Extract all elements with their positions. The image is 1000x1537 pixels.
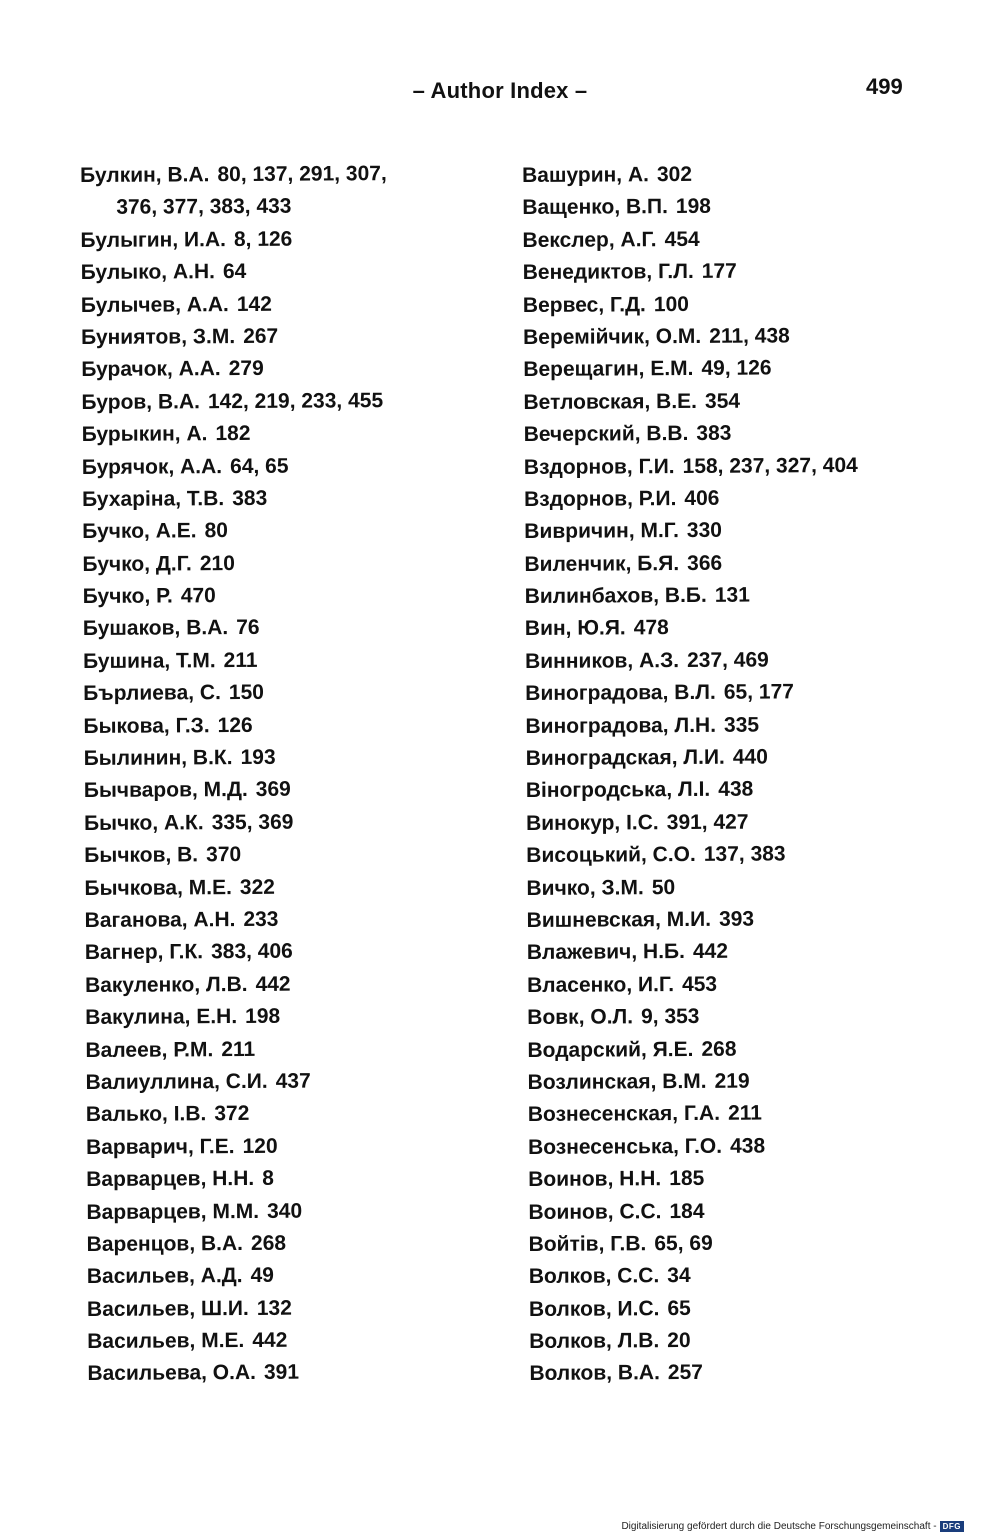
page-references: 211, 438 <box>709 324 790 348</box>
author-name: Бучко, Д.Г. <box>82 552 192 576</box>
page-references: 268 <box>701 1037 737 1061</box>
author-name: Ващенко, В.П. <box>522 195 668 220</box>
author-name: Валиуллина, С.И. <box>85 1069 268 1094</box>
index-entry <box>86 1064 506 1099</box>
author-name: Васильев, Ш.И. <box>86 1296 249 1321</box>
index-entry <box>87 1356 507 1391</box>
page-references: 8, 126 <box>233 227 293 251</box>
index-entry <box>80 222 500 257</box>
page-references: 302 <box>656 162 693 187</box>
page-references: 137, 383 <box>703 842 786 867</box>
author-name: Вагнер, Г.К. <box>84 940 204 965</box>
page-references: 80, 137, 291, 307, <box>217 162 387 187</box>
index-entry <box>83 708 503 743</box>
author-name: Волков, С.С. <box>528 1264 660 1289</box>
author-name: Венедиктов, Г.Л. <box>522 260 694 285</box>
author-name: Войтів, Г.В. <box>528 1232 647 1256</box>
page-references: 383 <box>696 421 732 446</box>
page-references: 158, 237, 327, 404 <box>682 453 858 478</box>
author-name: Волков, И.С. <box>528 1296 660 1321</box>
page-references: 340 <box>266 1199 303 1223</box>
author-name: Влажевич, Н.Б. <box>526 940 686 965</box>
dfg-logo: DFG <box>940 1521 964 1532</box>
index-entry <box>525 579 945 614</box>
author-name: Вечерский, В.В. <box>523 422 689 447</box>
author-name: Вишневская, М.И. <box>526 907 712 932</box>
page-references: 76 <box>236 616 260 640</box>
page-references: 391, 427 <box>666 810 749 834</box>
author-name: Булыко, А.Н. <box>80 260 215 285</box>
index-entry <box>82 449 502 484</box>
page-references: 442 <box>252 1328 288 1353</box>
index-entry <box>527 1032 947 1067</box>
page-references: 100 <box>653 292 689 316</box>
credit-text: Digitalisierung gefördert durch die Deutsche Forschungsgemeinschaft - <box>621 1521 937 1532</box>
index-entry <box>524 417 944 452</box>
page-references: 64 <box>222 260 247 284</box>
index-entry <box>526 805 946 840</box>
author-name: Бърлиева, С. <box>83 681 221 706</box>
index-entry <box>85 1032 505 1067</box>
index-entry <box>524 449 944 484</box>
index-entry <box>87 1259 507 1294</box>
author-name: Ваганова, А.Н. <box>84 908 236 932</box>
index-column-left <box>80 157 508 1390</box>
index-entry <box>523 255 943 290</box>
author-name: Вознесенська, Г.О. <box>527 1134 723 1159</box>
page-references: 440 <box>732 745 768 769</box>
index-entry <box>525 611 945 646</box>
author-name: Бурыкин, А. <box>81 422 208 447</box>
page-references: 65, 69 <box>654 1231 713 1256</box>
page-references: 478 <box>633 616 669 640</box>
page-references: 370 <box>206 843 242 867</box>
index-entry <box>522 190 942 225</box>
author-name: Валеев, Р.М. <box>85 1037 214 1062</box>
index-entry <box>528 1194 948 1229</box>
author-name: Бучко, А.Е. <box>82 519 197 544</box>
author-name: Волков, Л.В. <box>529 1329 660 1354</box>
index-entry <box>523 287 943 322</box>
page-references: 330 <box>686 519 723 543</box>
index-entry <box>83 579 503 614</box>
page-number: 499 <box>866 74 903 99</box>
index-entry <box>86 1097 506 1132</box>
page-references: 438 <box>718 778 754 802</box>
index-entry <box>522 222 942 257</box>
author-name: Водарский, Я.Е. <box>527 1037 694 1062</box>
index-entry <box>529 1291 949 1326</box>
author-name: Воинов, Н.Н. <box>528 1167 662 1192</box>
author-name: Валько, І.В. <box>85 1102 207 1127</box>
page-references: 142, 219, 233, 455 <box>207 388 384 413</box>
page-references: 198 <box>675 195 711 219</box>
author-name: Вичко, З.М. <box>526 875 644 900</box>
page-references: 335 <box>723 713 760 737</box>
index-entry <box>86 1194 506 1229</box>
index-entry <box>87 1323 507 1358</box>
author-name: Варварцев, М.М. <box>86 1199 260 1224</box>
index-entry <box>81 352 501 387</box>
page-references: 177 <box>701 259 737 284</box>
page-references: 120 <box>242 1134 278 1158</box>
index-entry <box>529 1323 949 1358</box>
author-name: Бурячок, А.А. <box>81 454 223 479</box>
page-references: 126 <box>217 713 253 737</box>
author-name: Вин, Ю.Я. <box>524 616 626 641</box>
index-entry <box>84 870 504 905</box>
author-name: Власенко, И.Г. <box>526 972 675 997</box>
author-name: Былинин, В.К. <box>83 746 233 771</box>
index-entry <box>85 967 505 1002</box>
page-references: 369 <box>255 778 291 802</box>
index-entry <box>82 481 502 516</box>
index-entry <box>87 1291 507 1326</box>
author-name: Волков, В.А. <box>529 1361 660 1386</box>
page-references: 219 <box>714 1069 750 1093</box>
author-name: Вознесенская, Г.А. <box>527 1102 721 1127</box>
page-references: 211 <box>221 1037 256 1061</box>
author-name: Вакулина, Е.Н. <box>85 1005 238 1030</box>
author-name: Бычков, В. <box>84 843 199 868</box>
running-header: – Author Index – <box>412 78 588 103</box>
index-entry <box>84 773 504 808</box>
index-entry <box>83 611 503 646</box>
page-references: 442 <box>692 940 729 964</box>
index-entry <box>86 1162 506 1197</box>
author-name: Бучко, Р. <box>82 584 173 609</box>
author-name: Булыгин, И.А. <box>80 227 226 252</box>
page-references: 322 <box>239 875 275 899</box>
index-entry <box>523 352 943 387</box>
page-references: 132 <box>256 1296 292 1320</box>
index-entry <box>526 740 946 775</box>
index-entry <box>525 643 945 678</box>
index-entry <box>84 838 504 873</box>
page-references: 211 <box>223 648 258 673</box>
page-references: 454 <box>664 227 700 251</box>
author-name: Бухаріна, Т.В. <box>82 487 225 511</box>
index-entry <box>527 902 947 937</box>
author-name: Виноградская, Л.И. <box>525 745 725 771</box>
index-entry <box>84 740 504 775</box>
author-name: Варварич, Г.Е. <box>85 1134 235 1159</box>
index-entry <box>83 643 503 678</box>
index-entry <box>87 1226 507 1261</box>
author-name: Варенцов, В.А. <box>86 1231 244 1256</box>
index-entry <box>526 870 946 905</box>
page-references: 8 <box>262 1166 274 1191</box>
index-entry <box>524 481 944 516</box>
page-references: 442 <box>255 972 291 996</box>
index-entry <box>529 1356 949 1391</box>
page-references: 182 <box>215 422 251 446</box>
page-references: 142 <box>236 292 272 316</box>
page-references: 65 <box>667 1296 691 1320</box>
page-references: 470 <box>180 584 216 608</box>
page-references: 211 <box>727 1101 762 1126</box>
page-references: 49, 126 <box>701 356 772 381</box>
index-entry <box>526 773 946 808</box>
page-references-continued: 376, 377, 383, 433 <box>116 195 292 220</box>
author-name: Бычкова, М.Е. <box>84 875 232 900</box>
index-entry <box>83 676 503 711</box>
page-references: 193 <box>240 745 276 770</box>
index-entry <box>527 967 947 1002</box>
page-references: 210 <box>199 551 235 575</box>
page-references: 184 <box>669 1199 705 1223</box>
index-entry <box>85 1000 505 1035</box>
page-references: 366 <box>687 551 723 575</box>
page-references: 65, 177 <box>723 680 794 705</box>
page-references: 64, 65 <box>230 454 289 478</box>
author-name: Вервес, Г.Д. <box>522 292 646 317</box>
author-name: Васильева, О.А. <box>87 1361 256 1386</box>
page-references: 393 <box>718 907 755 931</box>
author-name: Бурачок, А.А. <box>81 357 221 382</box>
index-entry <box>528 1064 948 1099</box>
index-entry <box>81 287 501 322</box>
index-entry <box>523 319 943 354</box>
page-references: 372 <box>214 1102 250 1126</box>
page-references: 453 <box>681 972 718 996</box>
index-entry <box>80 157 500 224</box>
index-entry <box>82 417 502 452</box>
page-references: 49 <box>250 1264 274 1288</box>
author-name: Виноградова, Л.Н. <box>525 713 717 738</box>
page-references: 267 <box>243 324 279 348</box>
author-name: Веремійчик, О.М. <box>523 324 702 349</box>
page-references: 198 <box>245 1004 281 1029</box>
author-name: Бычко, А.К. <box>83 811 204 835</box>
author-name: Висоцький, С.О. <box>526 843 696 868</box>
index-entry <box>524 514 944 549</box>
author-name: Бычваров, М.Д. <box>83 778 248 803</box>
author-name: Виленчик, Б.Я. <box>524 551 680 576</box>
author-name: Буниятов, З.М. <box>81 325 236 349</box>
digitization-credit <box>621 1521 964 1532</box>
author-name: Вивричин, М.Г. <box>524 519 679 544</box>
author-name: Вакуленко, Л.В. <box>84 972 248 997</box>
index-entry <box>85 935 505 970</box>
index-entry <box>81 319 501 354</box>
index-entry <box>528 1162 948 1197</box>
author-name: Васильев, А.Д. <box>86 1264 243 1289</box>
index-entry <box>82 514 502 549</box>
index-entry <box>84 805 504 840</box>
author-name: Вздорнов, Г.И. <box>523 454 675 479</box>
page-references: 391 <box>263 1361 300 1385</box>
author-name: Ветловская, В.Е. <box>523 389 698 414</box>
author-name: Васильев, М.Е. <box>87 1329 245 1354</box>
page-references: 185 <box>669 1167 705 1191</box>
page-references: 437 <box>275 1069 311 1093</box>
index-entry <box>528 1097 948 1132</box>
page-references: 233 <box>243 907 279 932</box>
page-references: 438 <box>729 1134 766 1158</box>
page-references: 34 <box>667 1264 691 1288</box>
page-references: 237, 469 <box>686 648 769 672</box>
index-entry <box>82 546 502 581</box>
page-references: 131 <box>714 583 750 607</box>
author-name: Верещагин, Е.М. <box>523 357 694 382</box>
page-references: 9, 353 <box>640 1005 700 1029</box>
author-name: Буров, В.А. <box>81 390 201 414</box>
page-references: 257 <box>667 1361 703 1385</box>
page-references: 406 <box>684 486 720 510</box>
index-column-right <box>522 157 950 1390</box>
author-name: Быкова, Г.З. <box>83 713 210 738</box>
page-references: 150 <box>228 681 264 705</box>
page-references: 383, 406 <box>210 940 293 964</box>
author-name: Віногродська, Л.І. <box>525 778 711 803</box>
author-name: Виноградова, В.Л. <box>525 681 716 706</box>
page-references: 383 <box>232 486 268 510</box>
index-entry <box>524 546 944 581</box>
author-name: Векслер, А.Г. <box>522 227 657 252</box>
index-entry <box>527 1000 947 1035</box>
author-name: Возлинская, В.М. <box>527 1069 707 1094</box>
author-name: Булычев, А.А. <box>80 292 229 317</box>
author-name: Булкин, В.А. <box>80 163 210 187</box>
index-entry <box>525 676 945 711</box>
author-name: Винников, А.З. <box>524 648 680 673</box>
author-name: Воинов, С.С. <box>528 1199 662 1224</box>
index-entry <box>81 255 501 290</box>
index-entry <box>86 1129 506 1164</box>
author-name: Вилинбахов, В.Б. <box>524 583 707 609</box>
index-entry <box>523 384 943 419</box>
page-references: 50 <box>651 875 676 899</box>
author-name: Винокур, І.С. <box>525 810 659 835</box>
index-entry <box>529 1226 949 1261</box>
index-entry <box>529 1259 949 1294</box>
index-entry <box>81 384 501 419</box>
page-references: 20 <box>667 1329 691 1353</box>
author-name: Бушаков, В.А. <box>82 616 229 641</box>
index-entry <box>528 1129 948 1164</box>
page-references: 279 <box>228 357 264 381</box>
author-name: Вашурин, А. <box>522 163 650 187</box>
author-name: Варварцев, Н.Н. <box>86 1167 255 1192</box>
index-entry <box>526 838 946 873</box>
author-name: Вовк, О.Л. <box>527 1005 634 1030</box>
page-references: 268 <box>250 1231 287 1255</box>
author-name: Вздорнов, Р.И. <box>524 486 677 511</box>
page-references: 354 <box>704 389 741 413</box>
index-entry <box>522 157 942 192</box>
index-entry <box>525 708 945 743</box>
page-references: 80 <box>204 519 228 543</box>
page-references: 335, 369 <box>211 810 294 835</box>
author-name: Бушина, Т.М. <box>82 649 216 673</box>
index-entry <box>85 902 505 937</box>
index-entry <box>527 935 947 970</box>
